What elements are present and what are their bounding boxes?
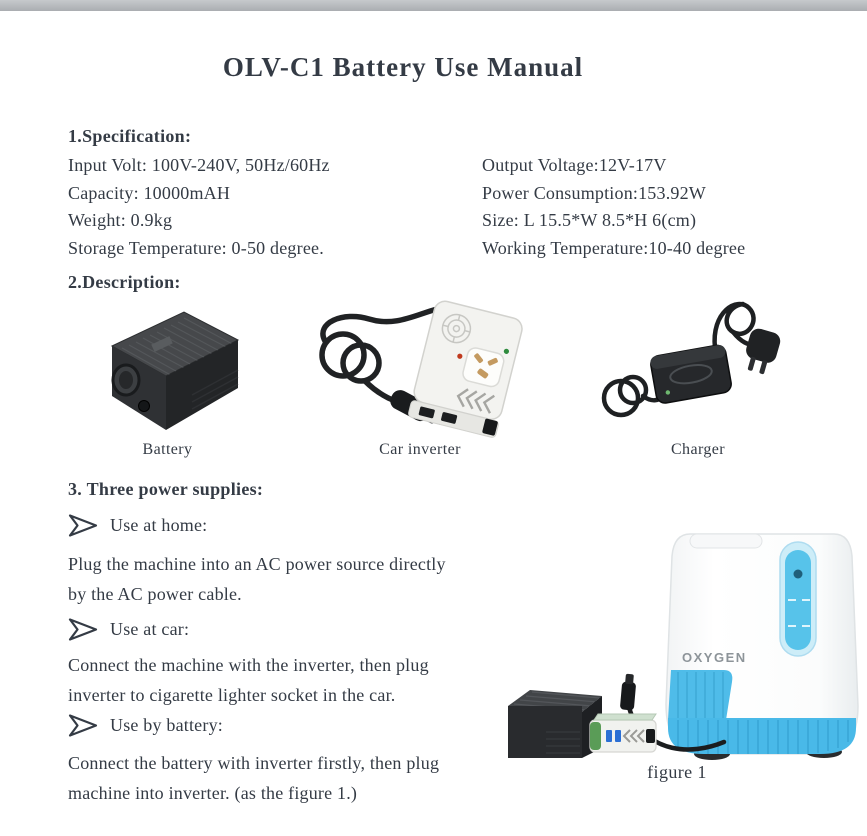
battery-jack	[139, 401, 150, 412]
bullet-label: Use at car:	[110, 619, 190, 639]
arrow-bullet-icon	[68, 512, 99, 539]
product-caption-battery: Battery	[142, 441, 193, 458]
paragraph-line: Connect the machine with the inverter, then plug	[68, 655, 429, 675]
paragraph-line: inverter to cigarette lighter socket in the car.	[68, 685, 396, 705]
oxygen-concentrator-photo	[494, 504, 866, 762]
spec-line-output-voltage: Output Voltage:12V-17V	[482, 155, 667, 175]
paragraph-line: by the AC power cable.	[68, 584, 242, 604]
arrow-bullet-icon	[68, 712, 99, 739]
figure-plug	[620, 673, 637, 710]
paragraph-use-at-home	[68, 549, 518, 609]
spec-right-column	[482, 152, 745, 262]
spec-line-input-volt: Input Volt: 100V-240V, 50Hz/60Hz	[68, 155, 330, 175]
charger-photo	[595, 290, 790, 442]
water-gauge	[780, 542, 816, 656]
top-gray-bar	[0, 0, 867, 11]
inverter-body	[408, 299, 525, 438]
battery-box	[112, 312, 238, 430]
figure-inverter	[590, 714, 656, 752]
spec-line-size: Size: L 15.5*W 8.5*H 6(cm)	[482, 210, 697, 230]
bullet-label: Use at home:	[110, 515, 208, 535]
oxygen-machine	[666, 534, 858, 760]
spec-line-capacity: Capacity: 10000mAH	[68, 182, 231, 203]
spec-left-column	[68, 152, 330, 262]
paragraph-line: Plug the machine into an AC power source directly	[68, 554, 446, 574]
section-3-heading: 3. Three power supplies:	[68, 479, 264, 499]
bullet-use-at-car	[68, 616, 189, 643]
section-1-heading: 1.Specification:	[68, 126, 192, 146]
battery-photo	[92, 300, 250, 440]
paragraph-line: Connect the battery with inverter firstly, then plug	[68, 753, 440, 773]
machine-handle	[690, 534, 762, 548]
spec-line-power-consumption: Power Consumption:153.92W	[482, 182, 706, 203]
product-caption-car-inverter: Car inverter	[379, 441, 461, 458]
bullet-use-by-battery	[68, 712, 223, 739]
charger-brick	[649, 344, 732, 404]
bullet-use-at-home	[68, 512, 207, 539]
figure-caption: figure 1	[647, 762, 707, 782]
paragraph-use-by-battery	[68, 748, 528, 808]
spec-line-weight: Weight: 0.9kg	[68, 210, 173, 230]
page-title: OLV-C1 Battery Use Manual	[222, 52, 584, 82]
product-caption-charger: Charger	[670, 441, 726, 458]
paragraph-line: machine into inverter. (as the figure 1.)	[68, 783, 358, 803]
spec-line-working-temp: Working Temperature:10-40 degree	[482, 237, 746, 258]
section-2-heading: 2.Description:	[68, 272, 181, 292]
spec-line-storage-temp: Storage Temperature: 0-50 degree.	[68, 237, 324, 258]
oxygen-label: OXYGEN	[682, 650, 747, 665]
figure-battery-box	[508, 690, 602, 758]
arrow-bullet-icon	[68, 616, 99, 643]
bullet-label: Use by battery:	[110, 715, 223, 735]
paragraph-use-at-car	[68, 650, 518, 710]
car-inverter-photo	[285, 295, 550, 445]
